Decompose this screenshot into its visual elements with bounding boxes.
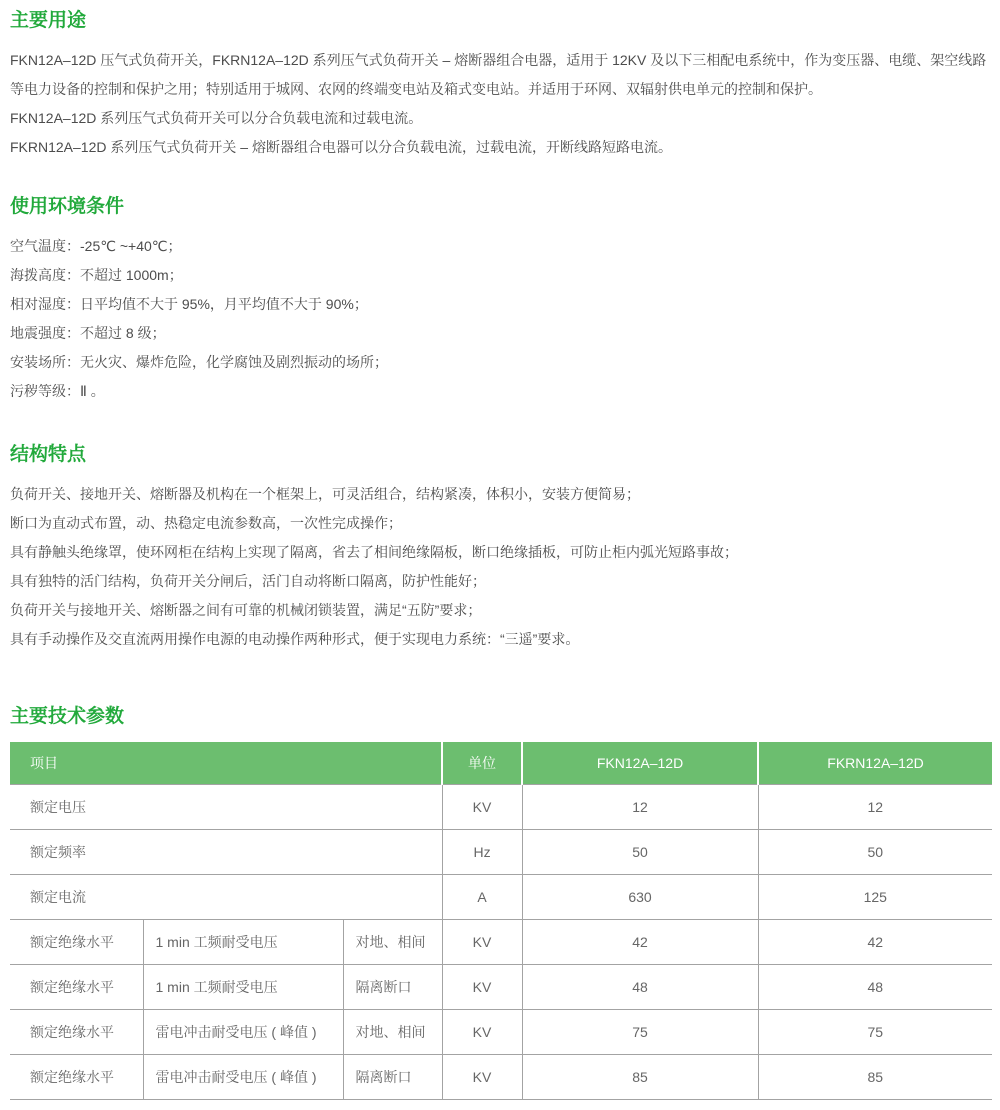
fkrn-value-cell: 75 xyxy=(758,1010,992,1055)
fkrn-value-cell: 85 xyxy=(758,1055,992,1100)
usage-paragraph: FKN12A–12D 系列压气式负荷开关可以分合负载电流和过载电流。 xyxy=(10,110,423,126)
param-condition-cell: 隔离断口 xyxy=(343,965,442,1010)
header-fkn12a-12d: FKN12A–12D xyxy=(522,742,758,785)
unit-cell: Hz xyxy=(442,830,522,875)
fkrn-value-cell: 42 xyxy=(758,920,992,965)
param-sub-name-cell: 1 min 工频耐受电压 xyxy=(143,965,343,1010)
param-condition-cell: 对地、相间 xyxy=(343,1010,442,1055)
environment-item: 海拨高度：不超过 1000m； xyxy=(10,267,183,283)
structure-item: 具有静触头绝缘罩，使环网柜在结构上实现了隔离，省去了相间绝缘隔板，断口绝缘插板，可防止柜内弧光短路事故； xyxy=(10,544,738,560)
environment-item: 安装场所：无火灾、爆炸危险，化学腐蚀及剧烈振动的场所； xyxy=(10,354,388,370)
param-name-cell: 额定频率 xyxy=(10,830,442,875)
fkn-value-cell: 42 xyxy=(522,920,758,965)
param-condition-cell: 隔离断口 xyxy=(343,1055,442,1100)
section-title-environment: 使用环境条件 xyxy=(10,196,125,217)
table-row xyxy=(10,830,992,875)
section-title-parameters: 主要技术参数 xyxy=(10,706,125,727)
param-name-cell: 额定绝缘水平 xyxy=(10,965,143,1010)
table-row xyxy=(10,965,992,1010)
param-sub-name-cell: 雷电冲击耐受电压 ( 峰值 ) xyxy=(143,1010,343,1055)
param-condition-cell: 对地、相间 xyxy=(343,920,442,965)
fkrn-value-cell: 125 xyxy=(758,875,992,920)
structure-item: 负荷开关、接地开关、熔断器及机构在一个框架上，可灵活组合，结构紧凑，体积小，安装方便简易； xyxy=(10,486,640,502)
fkn-value-cell: 630 xyxy=(522,875,758,920)
section-main-usage xyxy=(10,8,990,162)
environment-item: 地震强度：不超过 8 级； xyxy=(10,325,166,341)
unit-cell: KV xyxy=(442,965,522,1010)
unit-cell: KV xyxy=(442,920,522,965)
param-name-cell: 额定绝缘水平 xyxy=(10,1055,143,1100)
fkn-value-cell: 50 xyxy=(522,830,758,875)
table-row xyxy=(10,875,992,920)
fkn-value-cell: 75 xyxy=(522,1010,758,1055)
structure-item: 具有手动操作及交直流两用操作电源的电动操作两种形式，便于实现电力系统：“三遥”要求。 xyxy=(10,631,580,647)
header-fkrn12a-12d: FKRN12A–12D xyxy=(758,742,992,785)
section-structure-features xyxy=(10,442,990,654)
table-header-row xyxy=(10,742,992,785)
environment-item: 污秽等级：Ⅱ 。 xyxy=(10,383,105,399)
unit-cell: KV xyxy=(442,785,522,830)
table-row xyxy=(10,1055,992,1100)
param-name-cell: 额定电压 xyxy=(10,785,442,830)
section-title-structure: 结构特点 xyxy=(10,444,87,465)
structure-item: 负荷开关与接地开关、熔断器之间有可靠的机械闭锁装置，满足“五防”要求； xyxy=(10,602,482,618)
parameters-table xyxy=(10,742,992,1100)
usage-paragraph: FKN12A–12D 压气式负荷开关，FKRN12A–12D 系列压气式负荷开关 – 熔断器组合电器，适用于 12KV 及以下三相配电系统中，作为变压器、电缆、架空线路等电力设备的控制和保护之用；特别适用于城网、农网的终端变电站及箱式变电站。并适用于环网、双辐射供电单元的控制和保护。 xyxy=(10,52,987,97)
unit-cell: KV xyxy=(442,1055,522,1100)
param-name-cell: 额定绝缘水平 xyxy=(10,920,143,965)
fkn-value-cell: 85 xyxy=(522,1055,758,1100)
section-environment-conditions xyxy=(10,194,990,406)
table-row xyxy=(10,920,992,965)
param-name-cell: 额定绝缘水平 xyxy=(10,1010,143,1055)
usage-paragraph: FKRN12A–12D 系列压气式负荷开关 – 熔断器组合电器可以分合负载电流，过载电流，开断线路短路电流。 xyxy=(10,139,672,155)
param-sub-name-cell: 雷电冲击耐受电压 ( 峰值 ) xyxy=(143,1055,343,1100)
param-name-cell: 额定电流 xyxy=(10,875,442,920)
section-title-main-usage: 主要用途 xyxy=(10,10,87,31)
section-technical-parameters xyxy=(10,704,990,1100)
structure-item: 断口为直动式布置，动、热稳定电流参数高，一次性完成操作； xyxy=(10,515,402,531)
unit-cell: KV xyxy=(442,1010,522,1055)
table-row xyxy=(10,1010,992,1055)
fkrn-value-cell: 48 xyxy=(758,965,992,1010)
fkrn-value-cell: 12 xyxy=(758,785,992,830)
environment-item: 空气温度：-25℃ ~+40℃； xyxy=(10,238,182,254)
table-row xyxy=(10,785,992,830)
fkn-value-cell: 12 xyxy=(522,785,758,830)
header-item: 项目 xyxy=(10,742,442,785)
environment-item: 相对湿度：日平均值不大于 95%，月平均值不大于 90%； xyxy=(10,296,368,312)
fkrn-value-cell: 50 xyxy=(758,830,992,875)
param-sub-name-cell: 1 min 工频耐受电压 xyxy=(143,920,343,965)
fkn-value-cell: 48 xyxy=(522,965,758,1010)
header-unit: 单位 xyxy=(442,742,522,785)
structure-item: 具有独特的活门结构，负荷开关分闸后，活门自动将断口隔离，防护性能好； xyxy=(10,573,486,589)
unit-cell: A xyxy=(442,875,522,920)
